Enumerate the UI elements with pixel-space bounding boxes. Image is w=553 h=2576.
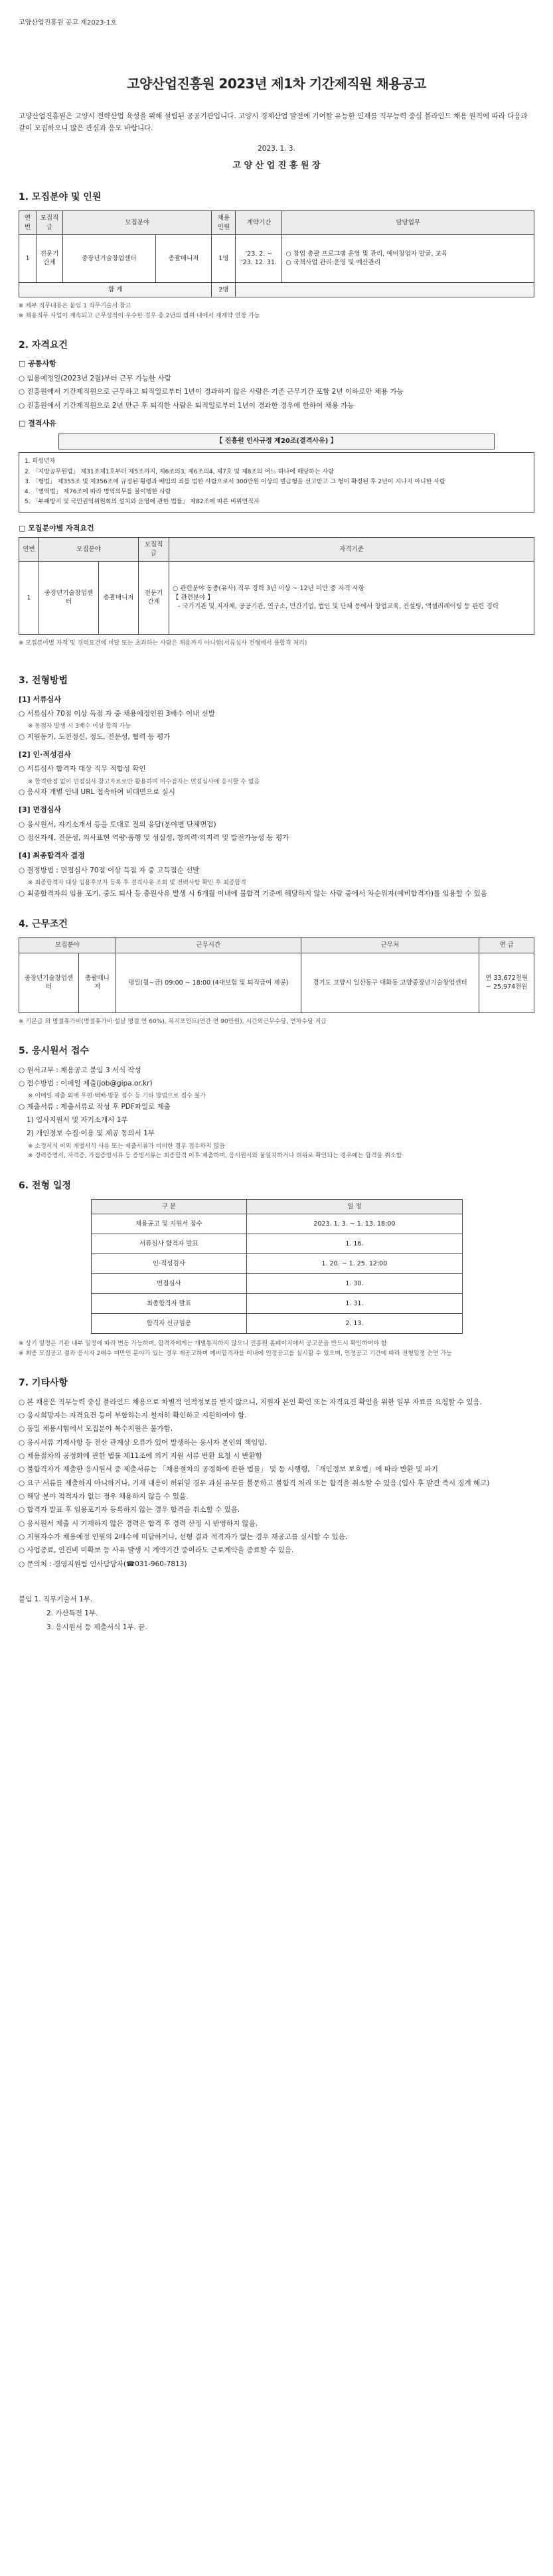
apply-note: ※ 소정서식 이외 개별서식 사용 또는 제출서류가 미비한 경우 접수하지 않음 xyxy=(28,1143,225,1150)
col-duty: 담당업무 xyxy=(282,211,534,235)
apply-line: 2) 개인정보 수집·이용 및 제공 동의서 1부 xyxy=(27,1129,155,1138)
col-period: 계약기간 xyxy=(236,211,282,235)
notice-number: 고양산업진흥원 공고 제2023-1호 xyxy=(19,19,118,27)
sched-stage: 최종합격자 발표 xyxy=(91,1294,247,1314)
stage-1 xyxy=(19,694,534,743)
stage-title: [4] 최종합격자 결정 xyxy=(19,851,85,860)
section-title-6: 6. 전형 일정 xyxy=(19,1180,71,1191)
section-title-5: 5. 응시원서 접수 xyxy=(19,1046,89,1057)
recruit-table xyxy=(19,210,534,297)
stage-line: ○ 정신자세, 전문성, 의사표현 역량·품행 및 성실성, 창의력·의지력 및 발전가능성 등 평가 xyxy=(19,834,289,843)
field-req-table xyxy=(19,537,534,635)
criteria-line: - 국가기관 및 지자체, 공공기관, 연구소, 민간기업, 법인 및 단체 등에서 창업교육, 컨설팅, 액셀러레이팅 등 관련 경력 xyxy=(178,602,499,610)
sched-date: 2023. 1. 3. ~ 1. 13. 18:00 xyxy=(247,1214,462,1234)
issuer-name: 고 양 산 업 진 흥 원 장 xyxy=(232,161,321,171)
disq-title: □ 결격사유 xyxy=(19,418,56,428)
stage-line: ○ 응시원서, 자기소개서 등을 토대로 질의 응답(분야별 단체면접) xyxy=(19,820,216,829)
row-field-b: 총괄매니저 xyxy=(99,561,139,634)
misc-item: ○ 응시원서 제출 시 기재하지 않은 경력은 합격 후 경력 산정 시 반영하지 않음. xyxy=(19,1519,258,1528)
col-stage: 구 분 xyxy=(91,1200,247,1214)
note: ※ 채용직무 사업이 계속되고 근무성적이 우수한 경우 총 2년의 범위 내에서 재계약 연장 가능 xyxy=(19,312,260,319)
row-no: 1 xyxy=(19,234,37,282)
col-grade: 모집직급 xyxy=(37,211,63,235)
row-no: 1 xyxy=(19,561,39,634)
row-place: 경기도 고양시 일산동구 대화동 고양중장년기술창업센터 xyxy=(301,953,479,1012)
note: ※ 기본급 외 명절휴가비(명절휴가비·설날 명절 연 60%), 복지포인트(연간 연 90만원), 시간외근무수당, 연차수당 지급 xyxy=(19,1018,327,1025)
row-grade: 전문기간제 xyxy=(139,561,169,634)
pay-line: ~ 25,974천원 xyxy=(485,983,528,991)
intro-paragraph: 고양산업진흥원은 고양시 전략산업 육성을 위해 설립된 공공기관입니다. 고양시 경제산업 발전에 기여할 유능한 인재를 직무능력 중심 블라인드 채용 원칙에 따라 다음과 같이 모집하오니 많은 관심과 응모 바랍니다. xyxy=(19,112,528,133)
misc-item: ○ 합격자 발표 후 임용포기자 등록하지 않는 경우 합격을 취소할 수 있음. xyxy=(19,1506,240,1514)
apply-note: ※ 이메일 제출 외에 우편·택배·방문 접수 등 기타 방법으로 접수 불가 xyxy=(28,1093,206,1100)
disq-box-head: 【 진흥원 인사규정 제20조(결격사유) 】 xyxy=(58,434,495,449)
sched-stage: 합격자 신규임용 xyxy=(91,1314,247,1334)
duty-line: ○ 국책사업 관리·운영 및 예산관리 xyxy=(285,259,381,267)
row-field-b: 총괄매니저 xyxy=(79,953,116,1012)
note: ※ 최종 모집공고 결과 응시자 2배수 미만인 분야가 있는 경우 재공고하며 예비합격자를 이내에 인정공고를 실시할 수 있으며, 인정공고 기간에 따라 전형일정 순연 가능 xyxy=(19,1350,452,1357)
sched-date: 1. 16. xyxy=(247,1234,462,1254)
sched-date: 1. 31. xyxy=(247,1294,462,1314)
row-pay xyxy=(479,953,534,1012)
stage-3 xyxy=(19,805,534,844)
stage-line: ○ 결정방법 : 면접심사 70점 이상 득점 자 중 고득점순 선발 xyxy=(19,866,200,874)
schedule-table xyxy=(91,1199,463,1334)
sched-stage: 인·적성검사 xyxy=(91,1254,247,1274)
col-no: 연번 xyxy=(19,211,37,235)
sched-date: 1. 30. xyxy=(247,1274,462,1294)
section-title-7: 7. 기타사항 xyxy=(19,1378,68,1389)
misc-item: ○ 지원자수가 채용예정 인원의 2배수에 미달하거나, 선형 결과 적격자가 없는 경우 재공고를 실시할 수 있음. xyxy=(19,1532,348,1541)
sched-stage: 채용공고 및 지원서 접수 xyxy=(91,1214,247,1234)
stage-line: ○ 응시자 개별 안내 URL 접속하여 비대면으로 실시 xyxy=(19,788,175,797)
disq-item: 2. 「지방공무원법」 제31조제1호부터 제5조까지, 제6조의3, 제6조의4, 제7호 및 제8조의 어느 하나에 해당하는 사람 xyxy=(25,468,334,475)
conditions-table xyxy=(19,937,534,1012)
misc-item: ○ 동일 채용시험에서 모집분야 복수지원은 불가함. xyxy=(19,1425,173,1433)
sched-stage: 면접심사 xyxy=(91,1274,247,1294)
common-item: ○ 진흥원에서 기간제직원으로 근무하고 퇴직일로부터 1년이 경과하지 않은 사람은 기존 근무기간 포함 2년 이하로만 채용 가능 xyxy=(19,388,404,396)
misc-item: ○ 사업종료, 인건비 미확보 등 사유 발생 시 계약기간 중이라도 근로계약을 종료할 수 있음. xyxy=(19,1546,294,1555)
stage-title: [3] 면접심사 xyxy=(19,805,62,815)
notice-title: 고양산업진흥원 2023년 제1차 기간제직원 채용공고 xyxy=(127,76,426,92)
apply-line: ○ 원서교부 : 채용공고 붙임 3 서식 작성 xyxy=(19,1066,141,1074)
sched-stage: 서류심사 합격자 발표 xyxy=(91,1234,247,1254)
row-grade: 전문기간제 xyxy=(37,234,63,282)
stage-title: [1] 서류심사 xyxy=(19,694,62,704)
total-blank xyxy=(236,282,534,297)
stage-title: [2] 인·적성검사 xyxy=(19,750,71,760)
stage-2 xyxy=(19,750,534,798)
apply-note: ※ 경력증명서, 자격증, 가점증빙서류 등 증빙서류는 최종합격 이후 제출하며, 응시원서와 불일치하거나 허위로 확인되는 경우에는 합격을 취소함 xyxy=(28,1153,402,1160)
col-place: 근무처 xyxy=(301,938,479,953)
col-criteria: 자격기준 xyxy=(169,538,534,562)
notice-date: 2023. 1. 3. xyxy=(258,144,295,153)
duty-line: ○ 창업 총괄 프로그램 운영 및 관리, 예비창업자 발굴, 교육 xyxy=(285,250,447,258)
col-hours: 근무시간 xyxy=(116,938,301,953)
row-field-a: 중장년기술창업센터 xyxy=(19,953,79,1012)
disq-box xyxy=(19,452,534,512)
row-criteria xyxy=(169,561,534,634)
field-req-title: □ 모집분야별 자격요건 xyxy=(19,523,94,532)
stage-note: ※ 합격판정 없이 면접심사 참고자료로만 활용하며 미수검자는 면접심사에 응시할 수 없음 xyxy=(28,778,260,785)
stage-line: ○ 최종합격자의 임용 포기, 중도 퇴사 등 충원사유 발생 시 6개월 이내에 불합격 기준에 해당하지 않는 사람 중에서 차순위자(예비합격자)를 임용할 수 있음 xyxy=(19,889,488,898)
col-date: 일 정 xyxy=(247,1200,462,1214)
attachment-item: 2. 가산특전 1부. xyxy=(46,1609,98,1617)
col-field: 모집분야 xyxy=(63,211,212,235)
apply-line: 1) 입사지원서 및 자기소개서 1부 xyxy=(27,1116,128,1125)
attachments xyxy=(19,1593,534,1635)
criteria-line: ○ 관련분야 동종(유사) 직무 경력 3년 이상 ~ 12년 미만 중 자격 사항 xyxy=(173,585,365,593)
common-item: ○ 임용예정일(2023년 2월)부터 근무 가능한 사람 xyxy=(19,374,171,382)
section-title-2: 2. 자격요건 xyxy=(19,339,68,351)
col-no: 연번 xyxy=(19,538,39,562)
disq-item: 4. 「병역법」 제76조에 따라 병역의무를 불이행한 사람 xyxy=(25,489,171,496)
note: ※ 상기 일정은 기관 내부 일정에 따라 변동 가능하며, 합격자에게는 개별통지하지 않으니 진흥원 홈페이지에서 공고문을 반드시 확인하여야 함 xyxy=(19,1340,387,1348)
col-count: 채용인원 xyxy=(212,211,236,235)
attachment-item: 3. 응시원서 등 제출서식 1부. 끝. xyxy=(46,1623,147,1631)
total-label: 합 계 xyxy=(19,282,212,297)
note: ※ 모집분야별 자격 및 경력요건에 미달 또는 초과하는 사람은 채용까지 아니함(서류심사 전형에서 불합격 처리) xyxy=(19,639,307,647)
disq-item: 1. 피성년자 xyxy=(25,458,56,465)
apply-line: ○ 접수방법 : 이메일 제출(job@gipa.or.kr) xyxy=(19,1080,153,1088)
misc-item: ○ 요구 서류를 제출하지 아니하거나, 기재 내용이 허위일 경우 과실 유무를 불문하고 불합격 처리 또는 합격을 취소할 수 있음.(입사 후 발견 즉시 징계 해고) xyxy=(19,1479,490,1487)
misc-item: ○ 불합격자가 제출한 응시원서 중 제출서류는 「채용절차의 공정화에 관한 법률」 및 동 시행령, 「개인정보 보호법」에 따라 반환 및 파기 xyxy=(19,1465,438,1474)
stage-note: ※ 최종합격자 대상 임용후보자 등록 후 결격사유 조회 및 전력사항 확인 후 최종합격 xyxy=(28,880,246,887)
stage-line: ○ 서류심사 70점 이상 득점 자 중 채용예정인원 3배수 이내 선발 xyxy=(19,710,215,718)
pay-line: 연 33,672천원 xyxy=(485,974,528,982)
total-count: 2명 xyxy=(212,282,236,297)
row-period: '23. 2. ~ '23. 12. 31. xyxy=(236,234,282,282)
misc-item: ○ 채용절차의 공정화에 관한 법률 제11조에 의거 지원 서류 반환 요청 시 반환함 xyxy=(19,1452,262,1461)
criteria-line: 【 관련분야 】 xyxy=(173,594,214,602)
stage-4 xyxy=(19,850,534,899)
row-hours: 평일(월~금) 09:00 ~ 18:00 (4대보험 및 퇴직급여 제공) xyxy=(116,953,301,1012)
row-duty xyxy=(282,234,534,282)
common-item: ○ 진흥원에서 기간제직원으로 2년 만근 후 퇴직한 사람은 퇴직일로부터 1년이 경과한 경우에 한하여 채용 가능 xyxy=(19,401,355,410)
misc-item: ○ 해당 분야 적격자가 없는 경우 채용하지 않을 수 있음. xyxy=(19,1492,189,1500)
row-count: 1명 xyxy=(212,234,236,282)
col-grade: 모집직급 xyxy=(139,538,169,562)
col-field: 모집분야 xyxy=(19,938,116,953)
misc-item: ○ 응시희망자는 자격요건 등이 부합하는지 철저히 확인하고 지원하여야 함. xyxy=(19,1411,247,1420)
misc-item: ○ 응시서류 기재사항 등 전산 관계상 오류가 있어 발생하는 응시자 본인의 책임임. xyxy=(19,1438,267,1447)
col-field: 모집분야 xyxy=(39,538,139,562)
contact-line: ○ 문의처 : 경영지원팀 인사담당자(☎031-960-7813) xyxy=(19,1560,187,1568)
col-pay: 연 급 xyxy=(479,938,534,953)
section-title-4: 4. 근무조건 xyxy=(19,918,68,929)
row-field-a: 중장년기술창업센터 xyxy=(63,234,156,282)
stage-note: ※ 동점자 발생 시 3배수 이상 합격 가능 xyxy=(28,723,131,730)
row-field-a: 중장년기술창업센터 xyxy=(39,561,99,634)
misc-item: ○ 본 채용은 직무능력 중심 블라인드 채용으로 차별적 인적정보를 받지 않으니, 지원자 본인 확인 또는 자격요건 확인을 위한 일부 자료를 요청할 수 있음. xyxy=(19,1398,482,1406)
apply-line: ○ 제출서류 : 제출서류로 작성 후 PDF파일로 제출 xyxy=(19,1102,171,1111)
note: ※ 세부 직무내용은 붙임 1 직무기술서 참고 xyxy=(19,303,131,310)
stage-line: ○ 지원동기, 도전정신, 정도, 전문성, 협력 등 평가 xyxy=(19,732,171,741)
common-title: □ 공통사항 xyxy=(19,359,56,368)
section-title-3: 3. 전형방법 xyxy=(19,675,68,686)
sched-date: 2. 13. xyxy=(247,1314,462,1334)
disq-item: 5. 「부패방지 및 국민권익위원회의 설치와 운영에 관한 법률」 제82조에 따른 비위면직자 xyxy=(25,499,260,506)
sched-date: 1. 20. ~ 1. 25. 12:00 xyxy=(247,1254,462,1274)
stage-line: ○ 서류심사 합격자 대상 직무 적합성 확인 xyxy=(19,765,146,773)
row-field-b: 총괄매니저 xyxy=(155,234,212,282)
attachment-item: 붙임 1. 직무기술서 1부. xyxy=(19,1595,93,1603)
disq-item: 3. 「형법」 제355조 및 제356조에 규정된 횡령과 배임의 죄를 범한 사람으로서 300만원 이상의 벌금형을 선고받고 그 형이 확정된 후 2년이 지나지 아니한 사람 xyxy=(25,478,445,485)
section-title-1: 1. 모집분야 및 인원 xyxy=(19,191,102,202)
